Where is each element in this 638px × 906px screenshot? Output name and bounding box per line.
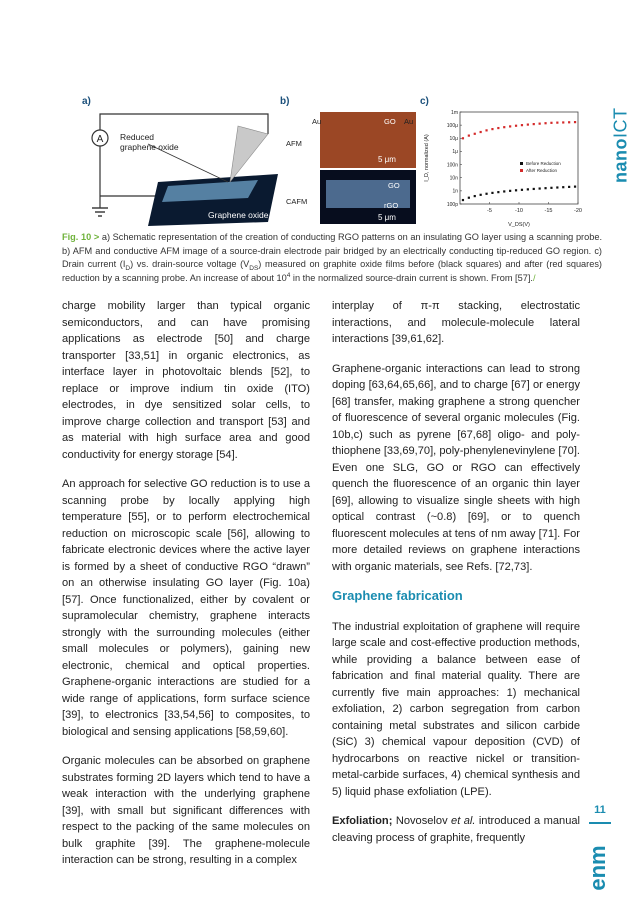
legend-before: Before Reduction — [526, 161, 561, 166]
y-tick-label: 1μ — [452, 149, 458, 156]
data-point-after — [521, 124, 523, 126]
plot-frame — [460, 112, 578, 204]
data-point-after — [474, 133, 476, 135]
rgo-label: rGO — [384, 201, 399, 210]
panel-a-schematic — [88, 104, 278, 228]
data-point-after — [544, 122, 546, 124]
panel-b-images — [284, 108, 418, 226]
data-point-before — [497, 191, 499, 193]
data-point-before — [521, 189, 523, 191]
data-point-before — [509, 190, 511, 192]
text-column-left — [62, 298, 310, 882]
probe-tip-icon — [230, 126, 268, 182]
y-tick-label: 1m — [451, 109, 458, 116]
caption-label: Fig. 10 > — [62, 232, 100, 242]
data-point-before — [556, 186, 558, 188]
data-point-before — [544, 187, 546, 189]
enm-logo-text: enm — [585, 845, 610, 891]
paragraph: interplay of π-π stacking, electrostatic interactions, and molecule-molecule lateral interactions [39,61,62]. — [332, 300, 580, 345]
data-point-after — [462, 137, 464, 139]
data-point-before — [568, 186, 570, 188]
paragraph: charge mobility larger than typical organic semiconductors, and can have promising applications as electrode [50] and charge transporter [33,51] in organic electronics, as interface layer in photovoltaic blends [52], to replace or improve indium tin oxide (ITO) electrodes, in dye sensitized solar cells, to improve charge collection and transport [53] and as material with high surface area and good conductivity for energy storage [54]. — [62, 300, 310, 461]
paragraph: The industrial exploitation of graphene will require large scale and cost-effective production methods, while providing a balance between ease of fabrication and final material quality. There are currently five main approaches: 1) mechanical exfoliation, 2) carbon segregation from carbon containing metal substrates and silicon carbide (SiC) 3) chemical vapour deposition (CVD) of hydrocarbons on reactive nickel or transition-metal-carbide surfaces, 4) chemical synthesis and 5) liquid phase exfoliation (LPE). — [332, 620, 580, 798]
exfoliation-text-1: Novoselov — [392, 815, 452, 827]
y-tick-label: 100μ — [446, 122, 458, 129]
y-axis-label: I_D, normalized (A) — [424, 134, 430, 182]
scale-bottom-label: 5 μm — [378, 213, 396, 222]
figure-caption — [62, 231, 602, 285]
reduced-label-line1: Reduced — [120, 132, 155, 142]
data-point-before — [550, 187, 552, 189]
au-right-label: Au — [404, 117, 414, 126]
panel-a-label: a) — [82, 96, 91, 107]
reduced-label-line2: graphene oxide — [120, 142, 179, 152]
brand-thin: ICT — [610, 107, 631, 138]
data-point-before — [462, 199, 464, 201]
caption-sub-d: D — [125, 264, 131, 272]
ammeter-symbol: A — [96, 134, 104, 145]
legend-swatch-before — [520, 162, 523, 165]
paragraph-exfoliation — [332, 813, 580, 846]
data-point-before — [533, 188, 535, 190]
data-point-before — [574, 186, 576, 188]
panel-c-label: c) — [420, 96, 429, 107]
scale-top-label: 5 μm — [378, 155, 396, 164]
data-point-before — [474, 195, 476, 197]
data-point-before — [503, 190, 505, 192]
text-column-right — [332, 298, 580, 859]
data-point-after — [568, 121, 570, 123]
exfoliation-etal: et al. — [451, 815, 476, 827]
go-bottom-label: GO — [388, 181, 400, 190]
data-point-after — [539, 123, 541, 125]
go-top-label: GO — [384, 117, 396, 126]
data-point-before — [468, 197, 470, 199]
data-point-after — [533, 123, 535, 125]
data-point-before — [491, 192, 493, 194]
data-point-after — [503, 126, 505, 128]
data-point-after — [527, 123, 529, 125]
y-tick-label: 10n — [449, 175, 458, 182]
caption-text-3: ) measured on graphite oxide films before (black squares) and after (red squares) reduction by a scanning probe. An increase of about 10 — [62, 259, 602, 283]
data-point-after — [515, 125, 517, 127]
enm-logo — [583, 834, 623, 900]
data-point-before — [539, 187, 541, 189]
caption-source-slash: / — [532, 272, 536, 283]
data-point-before — [485, 193, 487, 195]
x-tick-label: -5 — [487, 208, 492, 214]
caption-text-1: a) Schematic representation of the creation of conducting RGO patterns on an insulating GO layer using a scanning probe. b) AFM and conductive AFM image of a source-drain electrode pair bridged by an electrically conducting tip-reduced GO region. c) Drain current (I — [62, 232, 602, 269]
data-point-after — [497, 127, 499, 129]
caption-text-2: ) vs. drain-source voltage (V — [130, 259, 250, 269]
exfoliation-term: Exfoliation; — [332, 815, 393, 827]
data-point-after — [480, 131, 482, 133]
section-heading: Graphene fabrication — [332, 588, 463, 603]
y-tick-label: 100n — [446, 162, 458, 169]
x-axis-label: V_DS(V) — [508, 222, 530, 228]
exfoliation-text-2: introduced a manual cleaving process of graphite, frequently — [332, 815, 581, 844]
paragraph: An approach for selective GO reduction is to use a scanning probe by locally applying high temperature [55], or to perform electrochemical reduction on microscopic scale [56], allowing to fabricate electronic devices where the active layer is formed by a sheet of conductive RGO “drawn” on an otherwise insulating GO layer (Fig. 10a) [57]. Once functionalized, either by covalent or supramolecular chemistry, graphene interacts strongly with the surrounding molecules (either small molecules or polymers), gaining new electronic, chemical and optical properties. Graphene-organic interactions are studied for a wide range of applications, form surface science [39], to electronics [33,54,56] to composites, to biological and sensing applications [58,59,60]. — [62, 478, 310, 738]
substrate-label: Graphene oxide — [208, 210, 269, 220]
data-point-after — [562, 121, 564, 123]
brand-bold: nano — [610, 137, 631, 183]
au-left-label: Au — [312, 117, 322, 126]
data-point-before — [480, 194, 482, 196]
data-point-before — [527, 188, 529, 190]
data-point-after — [468, 135, 470, 137]
page-number-rule — [589, 822, 611, 824]
data-point-after — [556, 122, 558, 124]
x-tick-label: -20 — [574, 208, 582, 214]
data-point-before — [562, 186, 564, 188]
y-tick-label: 1n — [452, 188, 458, 195]
data-point-after — [550, 122, 552, 124]
paragraph: Graphene-organic interactions can lead to strong doping [63,64,65,66], and to charge [67] or energy [68] transfer, making graphene a strong quencher of fluorescence of several organic molecules (Fig. 10b,c) such as pyrene [67,68] oligo- and poly-thiophene [33,69,70], poly-phenylenevinylene [70]. Even one SLG, GO or RGO can effectively quench the fluorescence of an organic thin layer [69], allowing to visualize single sheets with high optical contrast (~0.8) [69], or to quench fluorescent molecules at tens of nm away [71]. For more detailed reviews on graphene interactions with organic materials, see Refs. [72,73]. — [332, 362, 580, 573]
panel-b-label: b) — [280, 96, 290, 107]
afm-label: AFM — [286, 139, 302, 148]
caption-text-4: in the normalized source-drain current is shown. From [57]. — [290, 272, 533, 283]
brand-logo — [610, 95, 632, 195]
panel-c-chart — [422, 104, 584, 228]
legend-swatch-after — [520, 169, 523, 172]
data-point-after — [574, 121, 576, 123]
legend-after: After Reduction — [526, 168, 558, 173]
caption-sup-4: 4 — [286, 271, 291, 279]
y-tick-label: 10μ — [449, 136, 458, 143]
data-point-before — [515, 189, 517, 191]
page-number: 11 — [594, 804, 606, 816]
data-point-after — [509, 125, 511, 127]
y-tick-label: 100p — [446, 201, 458, 208]
caption-sub-ds: DS — [249, 264, 259, 272]
x-tick-label: -15 — [544, 208, 553, 214]
x-tick-label: -10 — [515, 208, 523, 214]
data-point-after — [485, 129, 487, 131]
cafm-label: CAFM — [286, 197, 308, 206]
data-point-after — [491, 128, 493, 130]
paragraph: Organic molecules can be absorbed on graphene substrates forming 2D layers which tend to have a weak interaction with the underlying graphene [39], with small but significant differences with respect to the packing of the same molecules on bulk graphite [39]. The graphene-molecule interaction can be strong, resulting in a complex — [62, 755, 310, 866]
